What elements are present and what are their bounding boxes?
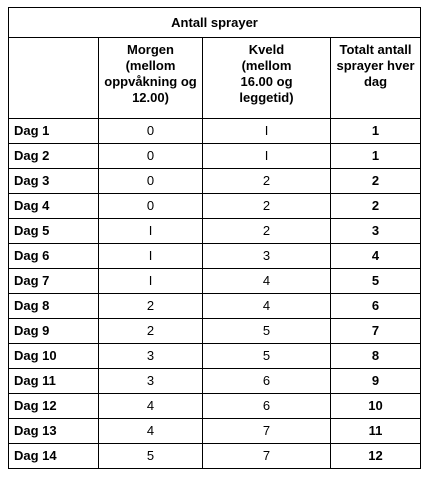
- table-row: [9, 444, 421, 469]
- header-total: [331, 38, 421, 119]
- evening-value: 4: [203, 294, 331, 319]
- evening-value: 7: [203, 419, 331, 444]
- day-label: Dag 4: [9, 194, 99, 219]
- total-value: 2: [331, 169, 421, 194]
- header-evening-line: leggetid): [239, 90, 294, 105]
- morning-value: I: [99, 269, 203, 294]
- day-label: Dag 7: [9, 269, 99, 294]
- table-title: Antall sprayer: [9, 8, 421, 38]
- table-row: [9, 419, 421, 444]
- header-morning-line: Morgen: [127, 42, 174, 57]
- day-label: Dag 11: [9, 369, 99, 394]
- table-row: [9, 294, 421, 319]
- morning-value: 0: [99, 194, 203, 219]
- evening-value: 2: [203, 219, 331, 244]
- table-row: [9, 369, 421, 394]
- morning-value: 4: [99, 394, 203, 419]
- table-row: [9, 269, 421, 294]
- header-evening-line: (mellom: [241, 58, 292, 73]
- total-value: 12: [331, 444, 421, 469]
- morning-value: 5: [99, 444, 203, 469]
- table-row: [9, 144, 421, 169]
- table-row: [9, 169, 421, 194]
- header-total-line: Totalt antall: [339, 42, 412, 57]
- header-evening: [203, 38, 331, 119]
- evening-value: 6: [203, 394, 331, 419]
- day-label: Dag 5: [9, 219, 99, 244]
- table-row: [9, 344, 421, 369]
- evening-value: 6: [203, 369, 331, 394]
- total-value: 1: [331, 119, 421, 144]
- header-day-empty: [9, 38, 99, 119]
- morning-value: 4: [99, 419, 203, 444]
- day-label: Dag 10: [9, 344, 99, 369]
- total-value: 6: [331, 294, 421, 319]
- total-value: 1: [331, 144, 421, 169]
- day-label: Dag 8: [9, 294, 99, 319]
- day-label: Dag 9: [9, 319, 99, 344]
- spray-count-table: [8, 7, 421, 469]
- total-value: 5: [331, 269, 421, 294]
- day-label: Dag 13: [9, 419, 99, 444]
- header-morning: [99, 38, 203, 119]
- morning-value: 3: [99, 344, 203, 369]
- header-morning-line: 12.00): [132, 90, 169, 105]
- evening-value: I: [203, 144, 331, 169]
- evening-value: I: [203, 119, 331, 144]
- evening-value: 5: [203, 344, 331, 369]
- morning-value: I: [99, 244, 203, 269]
- day-label: Dag 6: [9, 244, 99, 269]
- header-total-line: dag: [363, 74, 388, 89]
- header-evening-line: Kveld: [248, 42, 285, 57]
- total-value: 9: [331, 369, 421, 394]
- morning-value: I: [99, 219, 203, 244]
- total-value: 4: [331, 244, 421, 269]
- evening-value: 2: [203, 169, 331, 194]
- evening-value: 5: [203, 319, 331, 344]
- morning-value: 0: [99, 144, 203, 169]
- header-evening-line: 16.00 og: [240, 74, 293, 89]
- morning-value: 3: [99, 369, 203, 394]
- total-value: 11: [331, 419, 421, 444]
- day-label: Dag 12: [9, 394, 99, 419]
- day-label: Dag 3: [9, 169, 99, 194]
- day-label: Dag 2: [9, 144, 99, 169]
- header-morning-line: (mellom: [125, 58, 176, 73]
- table-row: [9, 194, 421, 219]
- table-row: [9, 119, 421, 144]
- total-value: 2: [331, 194, 421, 219]
- title-row: [9, 8, 421, 38]
- morning-value: 2: [99, 294, 203, 319]
- evening-value: 4: [203, 269, 331, 294]
- morning-value: 0: [99, 119, 203, 144]
- header-total-line: sprayer hver: [336, 58, 415, 73]
- table-row: [9, 319, 421, 344]
- header-morning-line: oppvåkning og: [104, 74, 197, 89]
- morning-value: 2: [99, 319, 203, 344]
- table-row: [9, 394, 421, 419]
- evening-value: 7: [203, 444, 331, 469]
- total-value: 7: [331, 319, 421, 344]
- day-label: Dag 14: [9, 444, 99, 469]
- evening-value: 2: [203, 194, 331, 219]
- total-value: 8: [331, 344, 421, 369]
- total-value: 10: [331, 394, 421, 419]
- table-row: [9, 219, 421, 244]
- evening-value: 3: [203, 244, 331, 269]
- table-row: [9, 244, 421, 269]
- day-label: Dag 1: [9, 119, 99, 144]
- morning-value: 0: [99, 169, 203, 194]
- header-row: [9, 38, 421, 119]
- total-value: 3: [331, 219, 421, 244]
